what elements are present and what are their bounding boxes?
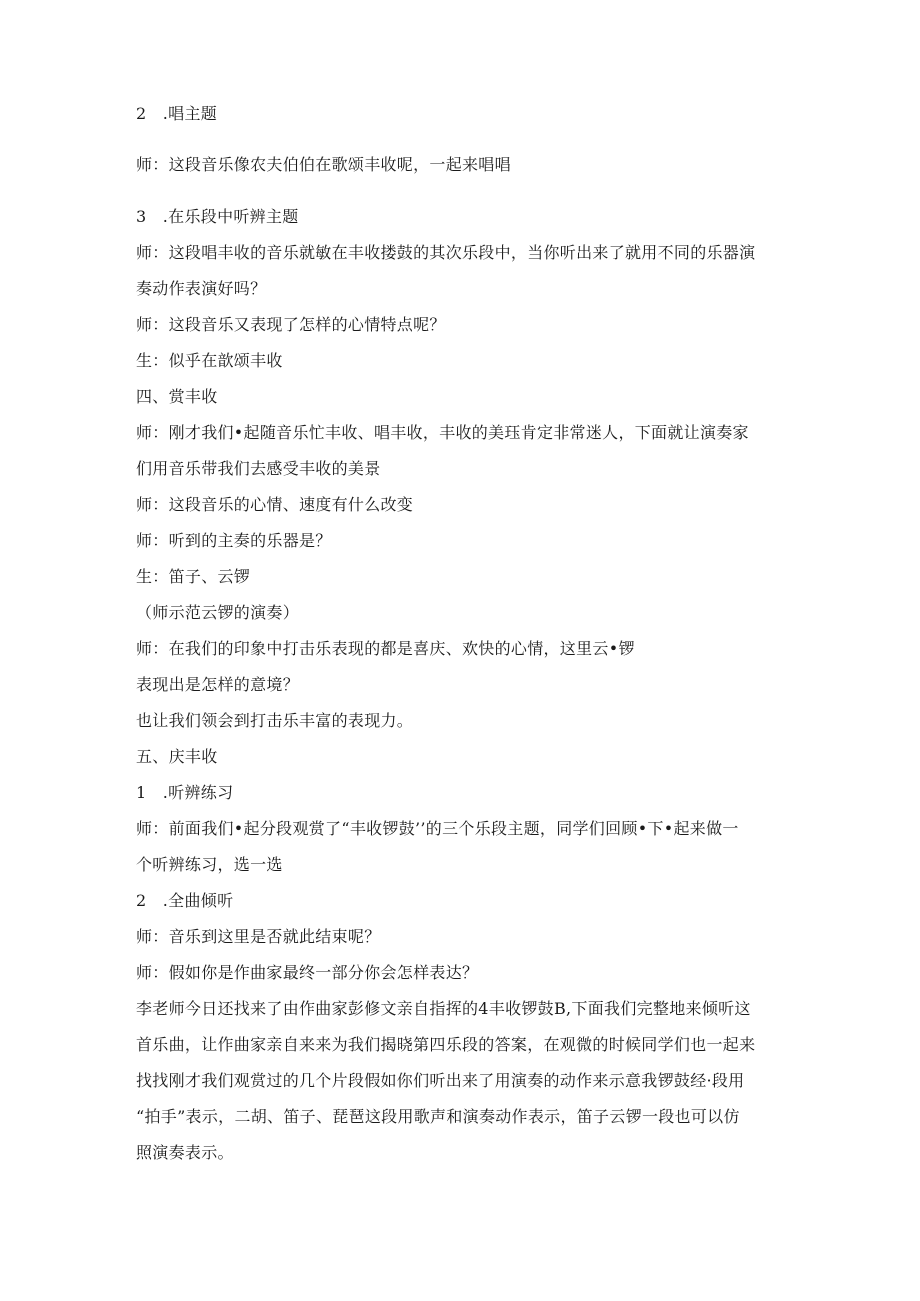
text-line: 李老师今日还找来了由作曲家彭修文亲自指挥的4丰收锣鼓B,下面我们完整地来倾听这 <box>136 999 751 1018</box>
text-line: 四、赏丰收 <box>136 387 218 406</box>
text-line: 师：音乐到这里是否就此结束呢？ <box>136 927 381 946</box>
text-line: 生：笛子、云锣 <box>136 567 251 586</box>
text-line: 首乐曲，让作曲家亲自来来为我们揭晓第四乐段的答案，在观微的时候同学们也一起来 <box>136 1035 756 1054</box>
text-line: 师：这段音乐又表现了怎样的心情特点呢？ <box>136 315 446 334</box>
text-line: 师：假如你是作曲家最终一部分你会怎样表达？ <box>136 963 479 982</box>
text-line: 生：似乎在歆颂丰收 <box>136 351 283 370</box>
text-line: 3 .在乐段中听辨主题 <box>136 207 299 226</box>
text-line: 师：前面我们•起分段观赏了“丰收锣鼓’’的三个乐段主题，同学们回顾•下•起来做一 <box>136 819 739 838</box>
text-line: 师：这段音乐像农夫伯伯在歌颂丰收呢，一起来唱唱 <box>136 155 511 174</box>
text-line: “拍手”表示，二胡、笛子、琵琶这段用歌声和演奏动作表示，笛子云锣一段也可以仿 <box>136 1107 740 1126</box>
text-line: 2 .唱主题 <box>136 104 218 123</box>
text-line: （师示范云锣的演奏） <box>136 603 300 622</box>
text-line: 师：刚才我们•起随音乐忙丰收、唱丰收，丰收的美珏肯定非常迷人，下面就让演奏家 <box>136 423 749 442</box>
text-line: 师：听到的主奏的乐器是？ <box>136 531 332 550</box>
text-line: 也让我们领会到打击乐丰富的表现力。 <box>136 711 414 730</box>
text-line: 师：这段唱丰收的音乐就敏在丰收搂鼓的其次乐段中，当你听出来了就用不同的乐器演 <box>136 243 756 262</box>
text-line: 找找刚才我们观赏过的几个片段假如你们听出来了用演奏的动作来示意我锣鼓经·段用 <box>136 1071 745 1090</box>
text-line: 师：这段音乐的心情、速度有什么改变 <box>136 495 414 514</box>
text-line: 五、庆丰收 <box>136 747 218 766</box>
text-line: 奏动作表演好吗？ <box>136 279 267 298</box>
text-line: 个听辨练习，选一选 <box>136 855 283 874</box>
text-line: 照演奏表示。 <box>136 1143 234 1162</box>
text-line: 2 .全曲倾听 <box>136 891 234 910</box>
text-line: 师：在我们的印象中打击乐表现的都是喜庆、欢快的心情，这里云•锣 <box>136 639 635 658</box>
text-line: 表现出是怎样的意境？ <box>136 675 300 694</box>
text-line: 1 .听辨练习 <box>136 783 234 802</box>
text-line: 们用音乐带我们去感受丰收的美景 <box>136 459 381 478</box>
